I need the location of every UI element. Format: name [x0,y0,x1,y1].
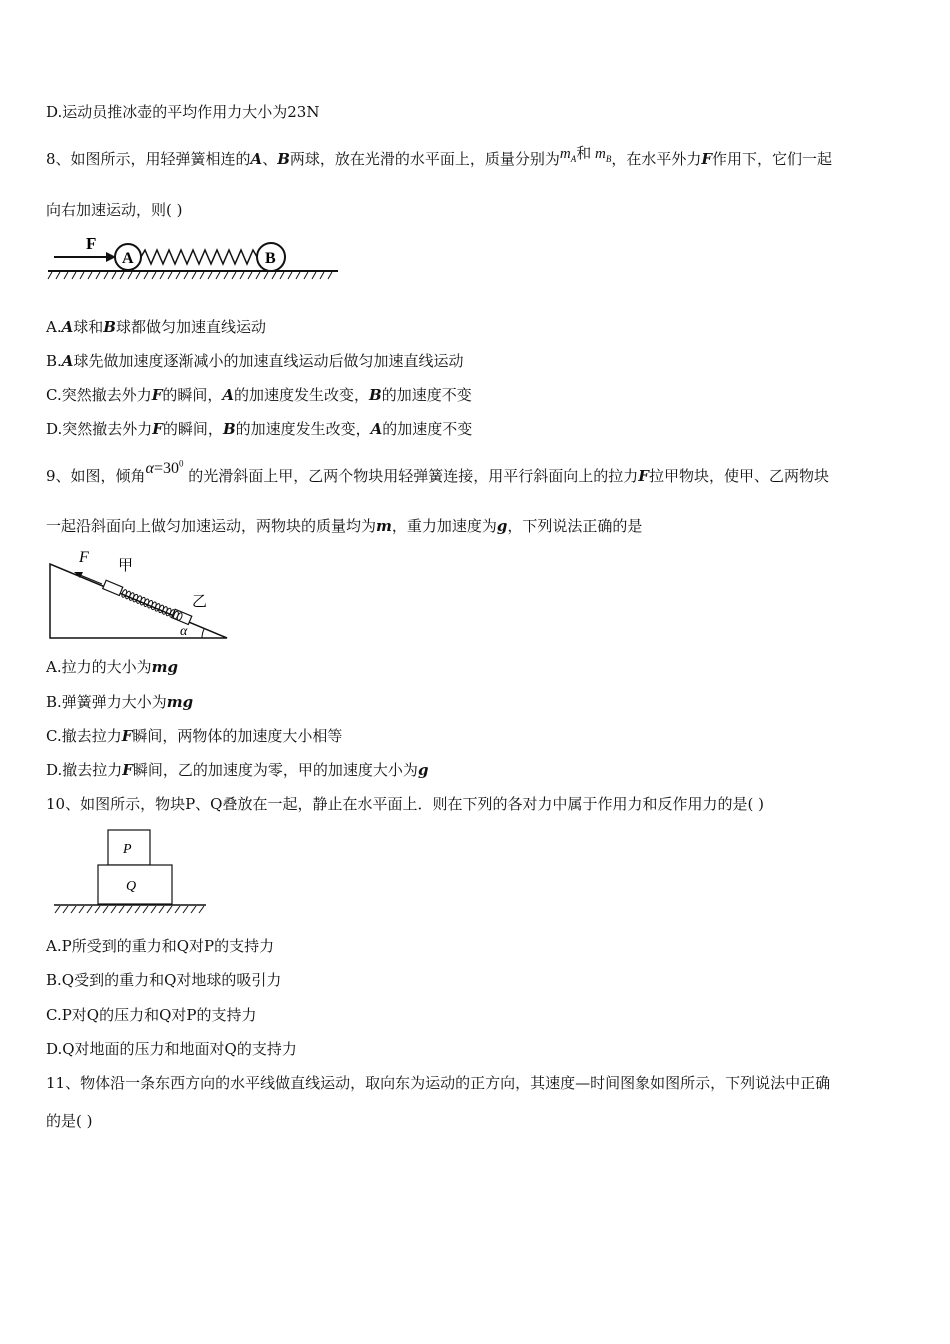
q9-option-c: C.撤去拉力F瞬间，两物体的加速度大小相等 [46,727,343,745]
q8-mass-formula: $m_A$和 $m_B$ [559,146,612,164]
q8-fig-label-f: F [86,234,97,253]
q8-stem-line2: 向右加速运动，则( ) [46,201,183,219]
q10-stem: 10、如图所示，物块P、Q叠放在一起，静止在水平面上．则在下列的各对力中属于作用力和反作用力的是( ) [46,795,764,813]
q10-option-c: C.P对Q的压力和Q对P的支持力 [46,1006,257,1024]
q8-spring-zigzag [141,250,257,264]
q9-force-arrow-shaft [80,575,102,584]
q10-fig-label-p: P [123,842,132,857]
q9-angle-formula: $\alpha=30^0$ [145,458,184,477]
q9-fig-label-f: F [79,549,89,566]
q10-ground-hatch [55,906,204,913]
q9-stem-line2: 一起沿斜面向上做匀加速运动，两物块的质量均为m，重力加速度为g，下列说法正确的是 [46,517,643,535]
q11-stem-line1: 11、物体沿一条东西方向的水平线做直线运动，取向东为运动的正方向，其速度—时间图象如图所示，下列说法中正确 [46,1074,831,1092]
q8-fig-label-b: B [265,250,276,267]
q8-stem-line1: 8、如图所示，用轻弹簧相连的A、B两球，放在光滑的水平面上，质量分别为$m_A$和 $m_B$，在水平外力F作用下，它们一起 [46,146,833,168]
q9-block-jia [103,580,123,595]
q8-fig-label-a: A [122,250,134,267]
q10-option-b: B.Q受到的重力和Q对地球的吸引力 [46,971,282,989]
q9-fig-label-alpha: α [180,624,188,639]
q9-angle-arc [202,629,204,638]
q10-fig-label-q: Q [126,879,137,894]
q10-figure-blocks [52,826,210,918]
q9-fig-label-yi: 乙 [192,594,208,610]
q9-option-d: D.撤去拉力F瞬间，乙的加速度为零，甲的加速度大小为g [46,761,429,779]
q8-figure-spring-balls [46,232,342,284]
q8-option-b: B.A球先做加速度逐渐减小的加速直线运动后做匀加速直线运动 [46,352,464,370]
q10-option-d: D.Q对地面的压力和地面对Q的支持力 [46,1040,297,1058]
q9-stem-line1: 9、如图，倾角$\alpha=30^0$ 的光滑斜面上甲，乙两个物块用轻弹簧连接，用平行斜面向上的拉力F拉甲物块，使甲、乙两物块 [46,458,829,485]
q9-spring-coil [121,589,183,621]
q9-option-a: A.拉力的大小为mg [46,658,178,676]
q10-option-a: A.P所受到的重力和Q对P的支持力 [46,937,275,955]
q8-ground-hatch [48,272,332,279]
q8-option-d: D.突然撤去外力F的瞬间，B的加速度发生改变，A的加速度不变 [46,420,473,438]
q9-fig-label-jia: 甲 [118,558,134,574]
q11-stem-line2: 的是( ) [46,1112,93,1130]
q9-option-b: B.弹簧弹力大小为mg [46,693,194,711]
q8-option-c: C.突然撤去外力F的瞬间，A的加速度发生改变，B的加速度不变 [46,386,472,404]
q9-figure-incline [46,546,232,642]
q8-option-a: A.A球和B球都做匀加速直线运动 [46,318,266,336]
q7-option-d: D.运动员推冰壶的平均作用力大小为23N [46,103,320,121]
